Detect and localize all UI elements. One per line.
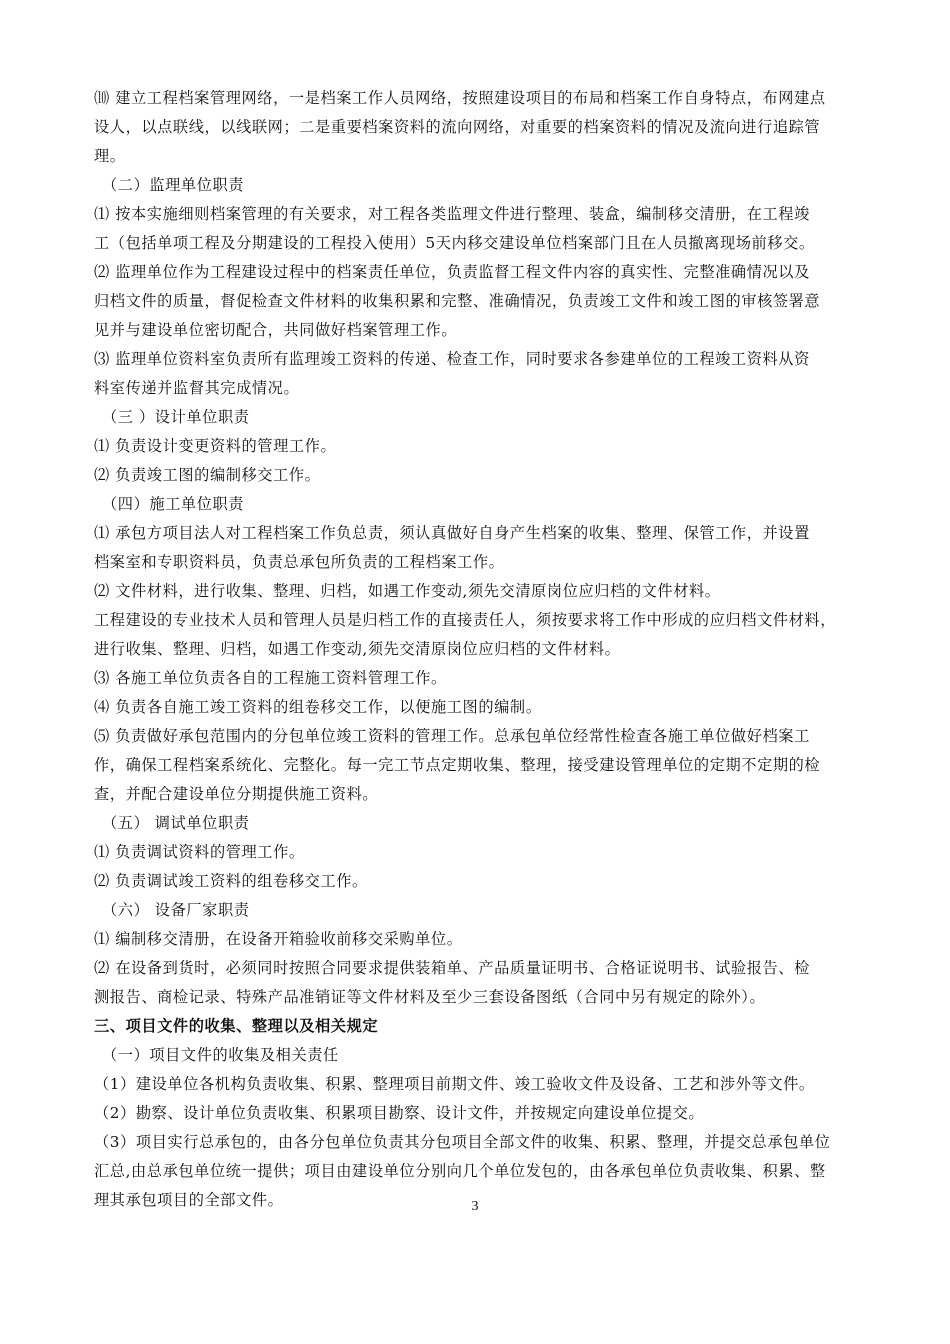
paragraph-line: 设人，以点联线，以线联网；二是重要档案资料的流向网络，对重要的档案资料的情况及流向进行追踪管: [94, 118, 821, 136]
subsection-heading: （三 ）设计单位职责: [102, 408, 250, 426]
paragraph-line: 查，并配合建设单位分期提供施工资料。: [94, 785, 379, 803]
paragraph-line: 理。: [94, 147, 126, 165]
subsection-heading: （五） 调试单位职责: [102, 814, 250, 832]
paragraph-line: 测报告、商检记录、特殊产品准销证等文件材料及至少三套设备图纸（合同中另有规定的除外）。: [94, 988, 766, 1006]
paragraph-line: （3）项目实行总承包的，由各分包单位负责其分包项目全部文件的收集、积累、整理，并提交总承包单位: [94, 1133, 831, 1151]
paragraph-line: ⑷ 负责各自施工竣工资料的组卷移交工作，以便施工图的编制。: [94, 698, 542, 716]
document-body: [94, 84, 884, 1215]
paragraph-line: ⑽ 建立工程档案管理网络，一是档案工作人员网络，按照建设项目的布局和档案工作自身特点，布网建点: [94, 89, 826, 107]
paragraph-line: ⑵ 负责调试竣工资料的组卷移交工作。: [94, 872, 368, 890]
paragraph-line: ⑶ 各施工单位负责各自的工程施工资料管理工作。: [94, 669, 447, 687]
paragraph-line: 归档文件的质量，督促检查文件材料的收集积累和完整、准确情况，负责竣工文件和竣工图的审核签署意: [94, 292, 821, 310]
paragraph-line: ⑵ 在设备到货时，必须同时按照合同要求提供装箱单、产品质量证明书、合格证说明书、试验报告、检: [94, 959, 810, 977]
paragraph-line: ⑴ 负责设计变更资料的管理工作。: [94, 437, 337, 455]
subsection-heading: （一）项目文件的收集及相关责任: [102, 1046, 339, 1064]
paragraph-line: 理其承包项目的全部文件。: [94, 1191, 284, 1209]
paragraph-line: ⑵ 负责竣工图的编制移交工作。: [94, 466, 321, 484]
paragraph-line: （1）建设单位各机构负责收集、积累、整理项目前期文件、竣工验收文件及设备、工艺和涉外等文件。: [94, 1075, 815, 1093]
paragraph-line: ⑴ 编制移交清册，在设备开箱验收前移交采购单位。: [94, 930, 463, 948]
paragraph-line: ⑴ 承包方项目法人对工程档案工作负总责，须认真做好自身产生档案的收集、整理、保管工作，并设置: [94, 524, 810, 542]
paragraph-line: （2）勘察、设计单位负责收集、积累项目勘察、设计文件，并按规定向建设单位提交。: [94, 1104, 705, 1122]
paragraph-line: 料室传递并监督其完成情况。: [94, 379, 300, 397]
paragraph-line: ⑴ 按本实施细则档案管理的有关要求，对工程各类监理文件进行整理、装盒，编制移交清册，在工程竣: [94, 205, 810, 223]
paragraph-line: 见并与建设单位密切配合，共同做好档案管理工作。: [94, 321, 458, 339]
paragraph-line: 档案室和专职资料员，负责总承包所负责的工程档案工作。: [94, 553, 505, 571]
paragraph-line: ⑵ 文件材料，进行收集、整理、归档，如遇工作变动,须先交清原岗位应归档的文件材料。: [94, 582, 721, 600]
subsection-heading: （四）施工单位职责: [102, 495, 245, 513]
paragraph-line: 作，确保工程档案系统化、完整化。每一完工节点定期收集、整理，接受建设管理单位的定期不定期的检: [94, 756, 821, 774]
subsection-heading: （二）监理单位职责: [102, 176, 245, 194]
paragraph-line: ⑸ 负责做好承包范围内的分包单位竣工资料的管理工作。总承包单位经常性检查各施工单位做好档案工: [94, 727, 810, 745]
paragraph-line: ⑵ 监理单位作为工程建设过程中的档案责任单位，负责监督工程文件内容的真实性、完整准确情况以及: [94, 263, 810, 281]
paragraph-line: 工程建设的专业技术人员和管理人员是归档工作的直接责任人，须按要求将工作中形成的应归档文件材料，: [94, 611, 837, 629]
page-number: 3: [471, 1199, 479, 1214]
paragraph-line: ⑴ 负责调试资料的管理工作。: [94, 843, 305, 861]
paragraph-line: 工（包括单项工程及分期建设的工程投入使用）5天内移交建设单位档案部门且在人员撤离现场前移交。: [94, 234, 815, 252]
paragraph-line: ⑶ 监理单位资料室负责所有监理竣工资料的传递、检查工作，同时要求各参建单位的工程竣工资料从资: [94, 350, 810, 368]
paragraph-line: 进行收集、整理、归档，如遇工作变动,须先交清原岗位应归档的文件材料。: [94, 640, 621, 658]
subsection-heading: （六） 设备厂家职责: [102, 901, 250, 919]
section-heading: 三、项目文件的收集、整理以及相关规定: [94, 1017, 379, 1035]
paragraph-line: 汇总,由总承包单位统一提供；项目由建设单位分别向几个单位发包的，由各承包单位负责收集、积累、整: [94, 1162, 826, 1180]
